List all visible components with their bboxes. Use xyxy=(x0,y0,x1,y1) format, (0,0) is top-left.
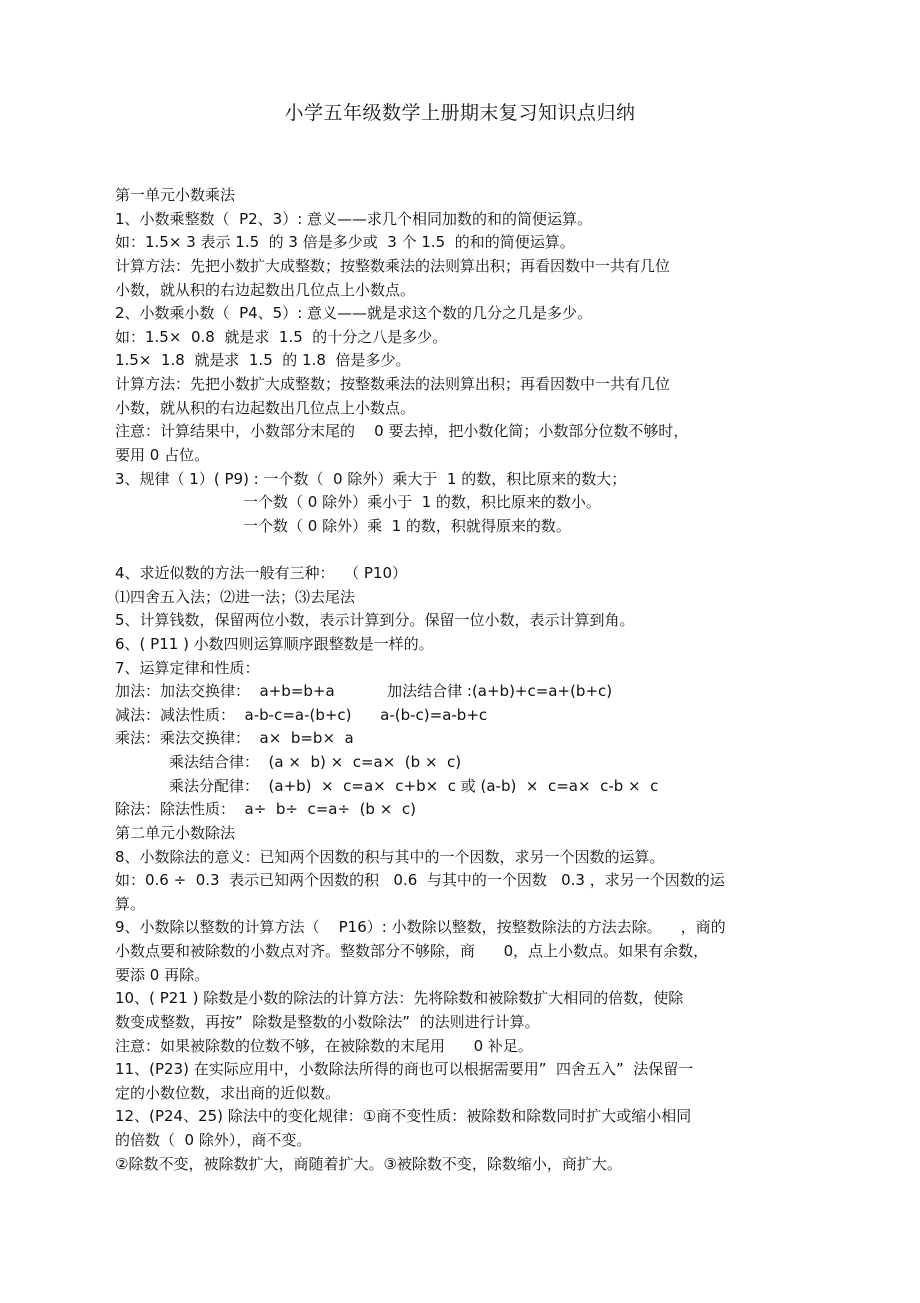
text-line: 乘法：乘法交换律： a× b=b× a xyxy=(115,729,354,748)
text-line: 第一单元小数乘法 xyxy=(115,186,236,204)
text-line: ②除数不变，被除数扩大，商随着扩大。③被除数不变，除数缩小，商扩大。 xyxy=(115,1154,622,1173)
text-line: 注意：如果被除数的位数不够，在被除数的末尾用 0 补足。 xyxy=(115,1036,533,1055)
text-line: 1.5× 1.8 就是求 1.5 的 1.8 倍是多少。 xyxy=(115,351,411,370)
text-line: 加法：加法交换律： a+b=b+a 加法结合律 :(a+b)+c=a+(b+c) xyxy=(115,682,613,701)
text-line: 算。 xyxy=(115,894,146,913)
text-line: 7、运算定律和性质： xyxy=(115,658,260,677)
text-line: 3、规律（ 1）( P9) : 一个数（ 0 除外）乘大于 1 的数，积比原来的数大； xyxy=(115,469,627,488)
text-line: 注意：计算结果中，小数部分末尾的 0 要去掉，把小数化简；小数部分位数不够时， xyxy=(115,422,689,441)
document-body xyxy=(115,184,815,1176)
text-line: 乘法分配律： (a+b) × c=a× c+b× c 或 (a-b) × c=a× c-b × c xyxy=(169,776,659,795)
text-line: 小数，就从积的右边起数出几位点上小数点。 xyxy=(115,280,416,299)
text-line: 如：1.5× 3 表示 1.5 的 3 倍是多少或 3 个 1.5 的和的简便运算。 xyxy=(115,233,575,252)
text-line: 一个数（ 0 除外）乘 1 的数，积就得原来的数。 xyxy=(243,516,571,535)
text-line: 一个数（ 0 除外）乘小于 1 的数，积比原来的数小。 xyxy=(243,493,601,512)
text-line: 12、(P24、25) 除法中的变化规律：①商不变性质：被除数和除数同时扩大或缩小相同 xyxy=(115,1107,692,1126)
text-line: 如：0.6 ÷ 0.3 表示已知两个因数的积 0.6 与其中的一个因数 0.3 ，求另一个因数的运 xyxy=(115,871,725,890)
text-line: 要添 0 再除。 xyxy=(115,965,210,984)
text-line: 计算方法：先把小数扩大成整数；按整数乘法的法则算出积；再看因数中一共有几位 xyxy=(115,375,671,393)
text-line: 2、小数乘小数（ P4、5）: 意义——就是求这个数的几分之几是多少。 xyxy=(115,304,593,323)
text-line: 乘法结合律： (a × b) × c=a× (b × c) xyxy=(169,753,462,771)
text-line: 4、求近似数的方法一般有三种： （ P10） xyxy=(115,564,407,582)
text-line: 减法：减法性质： a-b-c=a-(b+c) a-(b-c)=a-b+c xyxy=(115,705,488,724)
document-title: 小学五年级数学上册期末复习知识点归纳 xyxy=(284,102,636,124)
text-line: 8、小数除法的意义：已知两个因数的积与其中的一个因数，求另一个因数的运算。 xyxy=(115,847,665,866)
text-line: 1、小数乘整数（ P2、3）: 意义——求几个相同加数的和的简便运算。 xyxy=(115,209,593,228)
text-line: ⑴四舍五入法；⑵进一法；⑶去尾法 xyxy=(115,587,356,606)
text-line: 10、( P21 ) 除数是小数的除法的计算方法：先将除数和被除数扩大相同的倍数，使除 xyxy=(115,989,684,1008)
text-line: 小数点要和被除数的小数点对齐。整数部分不够除，商 0，点上小数点。如果有余数， xyxy=(115,942,709,960)
text-line: 第二单元小数除法 xyxy=(115,823,236,842)
text-line: 数变成整数，再按” 除数是整数的小数除法” 的法则进行计算。 xyxy=(115,1012,540,1031)
blank-line xyxy=(115,538,815,562)
text-line: 小数，就从积的右边起数出几位点上小数点。 xyxy=(115,398,416,417)
text-line: 6、( P11 ) 小数四则运算顺序跟整数是一样的。 xyxy=(115,634,434,653)
text-line: 9、小数除以整数的计算方法（ P16）: 小数除以整数，按整数除法的方法去除。 ，商的 xyxy=(115,918,726,937)
text-line: 除法：除法性质： a÷ b÷ c=a÷ (b × c) xyxy=(115,800,416,819)
text-line: 如：1.5× 0.8 就是求 1.5 的十分之八是多少。 xyxy=(115,327,448,346)
text-line: 5、计算钱数，保留两位小数，表示计算到分。保留一位小数，表示计算到角。 xyxy=(115,611,635,630)
text-line: 计算方法：先把小数扩大成整数；按整数乘法的法则算出积；再看因数中一共有几位 xyxy=(115,256,671,275)
text-line: 的倍数（ 0 除外），商不变。 xyxy=(115,1131,312,1149)
text-line: 定的小数位数，求出商的近似数。 xyxy=(115,1083,341,1102)
text-line: 要用 0 占位。 xyxy=(115,445,210,464)
text-line: 11、(P23) 在实际应用中，小数除法所得的商也可以根据需要用” 四舍五入” 法保留一 xyxy=(115,1060,694,1079)
